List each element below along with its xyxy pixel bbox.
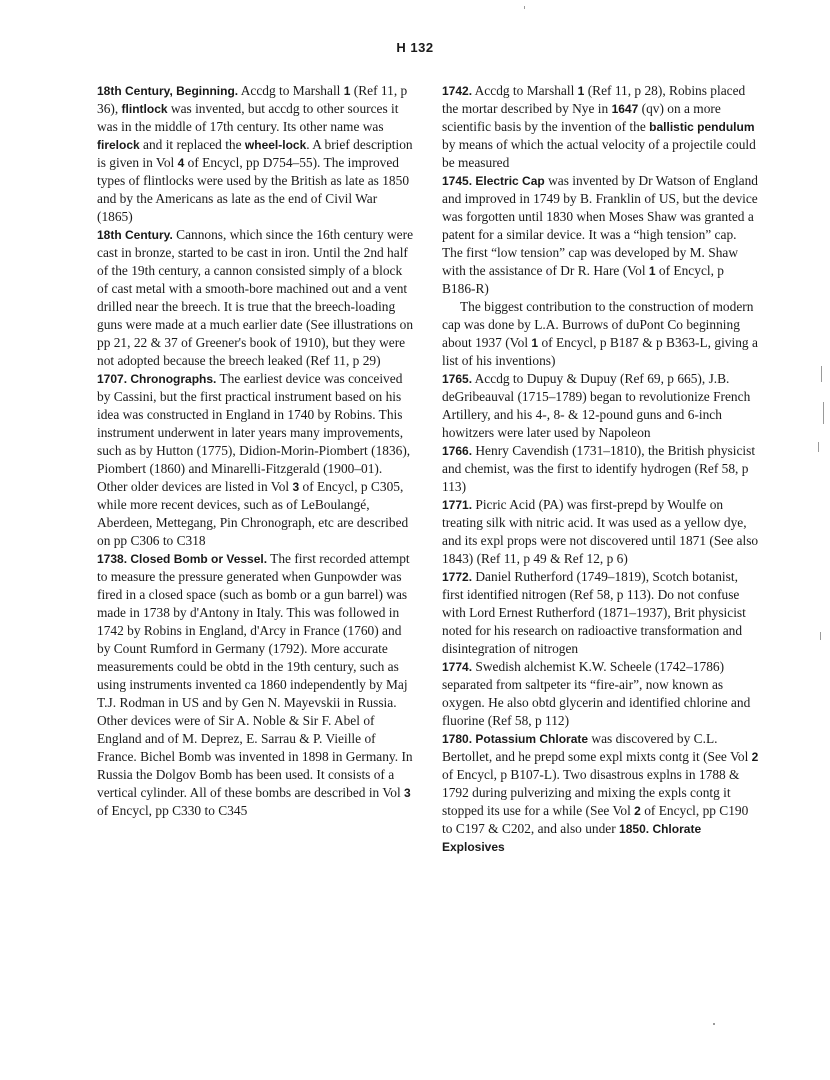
keyword: Chlorate Explosives (442, 822, 702, 854)
entry-heading: 1738. Closed Bomb or Vessel. (97, 552, 268, 566)
entry-heading: 1765. (442, 372, 473, 386)
entry-text: (Ref 11, p 28), Robins placed the mortar described by Nye in (442, 83, 746, 116)
entry-text: Accdg to Marshall (238, 83, 344, 98)
entry (442, 442, 760, 496)
entry-text: by means of which the actual velocity of a projectile could be measured (442, 137, 756, 170)
keyword: 1 (343, 84, 351, 98)
keyword: firelock (97, 138, 140, 152)
keyword: 4 (177, 156, 185, 170)
keyword: 2 (751, 750, 759, 764)
left-column (97, 82, 415, 820)
page-header: H 132 (396, 40, 434, 55)
entry-heading: 1742. (442, 84, 473, 98)
scan-mark (713, 1023, 715, 1025)
entry (97, 550, 415, 820)
keyword: 1 (577, 84, 585, 98)
entry-text: of Encycl, pp C190 to C197 & C202, and also under (442, 803, 749, 836)
entry-text: (Ref 11, p 36), (97, 83, 408, 116)
entry (442, 658, 760, 730)
entry-text: The biggest contribution to the construction of modern cap was done by L.A. Burrows of duPont Co beginning about 1937 (Vol (442, 299, 754, 350)
entry-text: . A brief description is given in Vol (97, 137, 413, 170)
entry-heading: 1707. Chronographs. (97, 372, 217, 386)
entry-text: of Encycl, p B186-R) (442, 263, 724, 296)
keyword: 1850. (619, 822, 650, 836)
entry-text: Daniel Rutherford (1749–1819), Scotch botanist, first identified nitrogen (Ref 58, p 113). Do not confuse with Lord Ernest Rutherford (1871–1937), Brit physicist noted for his research on radioactive transformation and disintegration of nitrogen (442, 569, 746, 656)
entry-heading: 1771. (442, 498, 473, 512)
entry-text: (qv) on a more scientific basis by the invention of the (442, 101, 721, 134)
entry-text: of Encycl, p B107-L). Two disastrous explns in 1788 & 1792 during pulverizing and mixing the expls contg it stopped its use for a while (See Vol (442, 767, 740, 818)
entry-text: Swedish alchemist K.W. Scheele (1742–1786) separated from saltpeter its “fire-air”, now known as oxygen. He also obtd glycerin and identified chlorine and fluorine (Ref 58, p 112) (442, 659, 751, 728)
entry-heading: 18th Century. (97, 228, 173, 242)
entry-text: and it replaced the (139, 137, 245, 152)
keyword: 1 (531, 336, 539, 350)
keyword: 1647 (611, 102, 639, 116)
entry (442, 172, 760, 298)
entry-text: Accdg to Dupuy & Dupuy (Ref 69, p 665), J.B. deGribeauval (1715–1789) began to revolutionize French Artillery, and his 4-, 8- & 12-pound guns and 6-inch howitzers were later used by Napoleon (442, 371, 751, 440)
entry-text: of Encycl, pp D754–55). The improved types of flintlocks were used by the British as late as 1850 and by the Americans as late as the end of Civil War (1865) (97, 155, 410, 224)
keyword: 2 (634, 804, 641, 818)
scan-mark (823, 402, 824, 424)
entry-heading: 1780. Potassium Chlorate (442, 732, 589, 746)
entry-text: was discovered by C.L. Bertollet, and he prepd some expl mixts contg it (See Vol (442, 731, 752, 764)
scan-mark (818, 442, 819, 452)
entry-text: Cannons, which since the 16th century were cast in bronze, started to be cast in iron. Until the 2nd half of the 19th century, a cannon consisted simply of a block of cast metal with a smooth-bore machined out and a vent drilled near the breech. It is true that the breech-loading guns were made at a much earlier date (See illustrations on pp 21, 22 & 37 of Greener's book of 1910), but they were not adopted because the breech leaked (Ref 11, p 29) (97, 227, 414, 368)
entry-text: of Encycl, pp C330 to C345 (97, 803, 248, 818)
keyword: ballistic pendulum (649, 120, 755, 134)
keyword: 3 (292, 480, 300, 494)
entry-text: was invented by Dr Watson of England and improved in 1749 by B. Franklin of US, but the device was forgotten until 1830 when Moses Shaw was granted a patent for a similar device. It was a “high tension” cap. The first “low tension” cap was developed by M. Shaw with the assistance of Dr R. Hare (Vol (442, 173, 758, 278)
entry-text: Accdg to Marshall (472, 83, 578, 98)
keyword: 1 (648, 264, 656, 278)
keyword: wheel-lock (244, 138, 307, 152)
entry (442, 82, 760, 172)
entry-text: Picric Acid (PA) was first-prepd by Woulfe on treating silk with nitric acid. It was used as a yellow dye, and its expl props were not discovered until 1871 (See also 1843) (Ref 11, p 49 & Ref 12, p 6) (442, 497, 759, 566)
entry (97, 82, 415, 226)
entry (442, 496, 760, 568)
entry-text: was invented, but accdg to other sources it was in the middle of 17th century. Its other name was (97, 101, 399, 134)
entry (97, 370, 415, 550)
keyword: flintlock (121, 102, 168, 116)
entry (442, 730, 760, 856)
scan-mark (820, 632, 821, 640)
entry (442, 370, 760, 442)
right-column (442, 82, 760, 856)
entry-text: Henry Cavendish (1731–1810), the British physicist and chemist, was the first to identify hydrogen (Ref 58, p 113) (442, 443, 756, 494)
entry (442, 568, 760, 658)
scan-mark (821, 366, 822, 382)
keyword: 3 (404, 786, 411, 800)
entry-text: The first recorded attempt to measure the pressure generated when Gunpowder was fired in a closed space (such as bomb or a gun barrel) was made in 1738 by d'Antony in Italy. This was followed in 1742 by Robins in England, d'Arcy in France (1760) and by Count Rumford in Germany (1792). More accurate measurements could be obtd in the 19th century, such as using instruments invented ca 1860 independently by Maj T.J. Rodman in US and by Gen N. Mayevskii in Russia. Other devices were of Sir A. Noble & Sir F. Abel of England and of M. Deprez, E. Sarrau & P. Vieille of France. Bichel Bomb was invented in 1898 in Germany. In Russia the Dolgov Bomb has been used. It consists of a vertical cylinder. All of these bombs are described in Vol (97, 551, 413, 800)
scan-mark (524, 6, 525, 9)
entry-heading: 1745. Electric Cap (442, 174, 545, 188)
entry-heading: 1766. (442, 444, 473, 458)
entry-text: of Encycl, p B187 & p B363-L, giving a list of his inventions) (442, 335, 758, 368)
entry (442, 298, 760, 370)
entry-text: of Encycl, p C305, while more recent devices, such as of LeBoulangé, Aberdeen, Mettegang, Pin Chronograph, etc are described on pp C306 to C318 (97, 479, 409, 548)
entry (97, 226, 415, 370)
entry-heading: 1772. (442, 570, 473, 584)
entry-text: The earliest device was conceived by Cassini, but the first practical instrument based on his idea was constructed in England in 1740 by Robins. This instrument underwent in later years many improvements, such as by Hutton (1775), Didion-Morin-Piombert (1836), Piombert (1860) and Minarelli-Fitzgerald (1900–01). Other older devices are listed in Vol (97, 371, 411, 494)
entry-heading: 18th Century, Beginning. (97, 84, 239, 98)
entry-heading: 1774. (442, 660, 473, 674)
